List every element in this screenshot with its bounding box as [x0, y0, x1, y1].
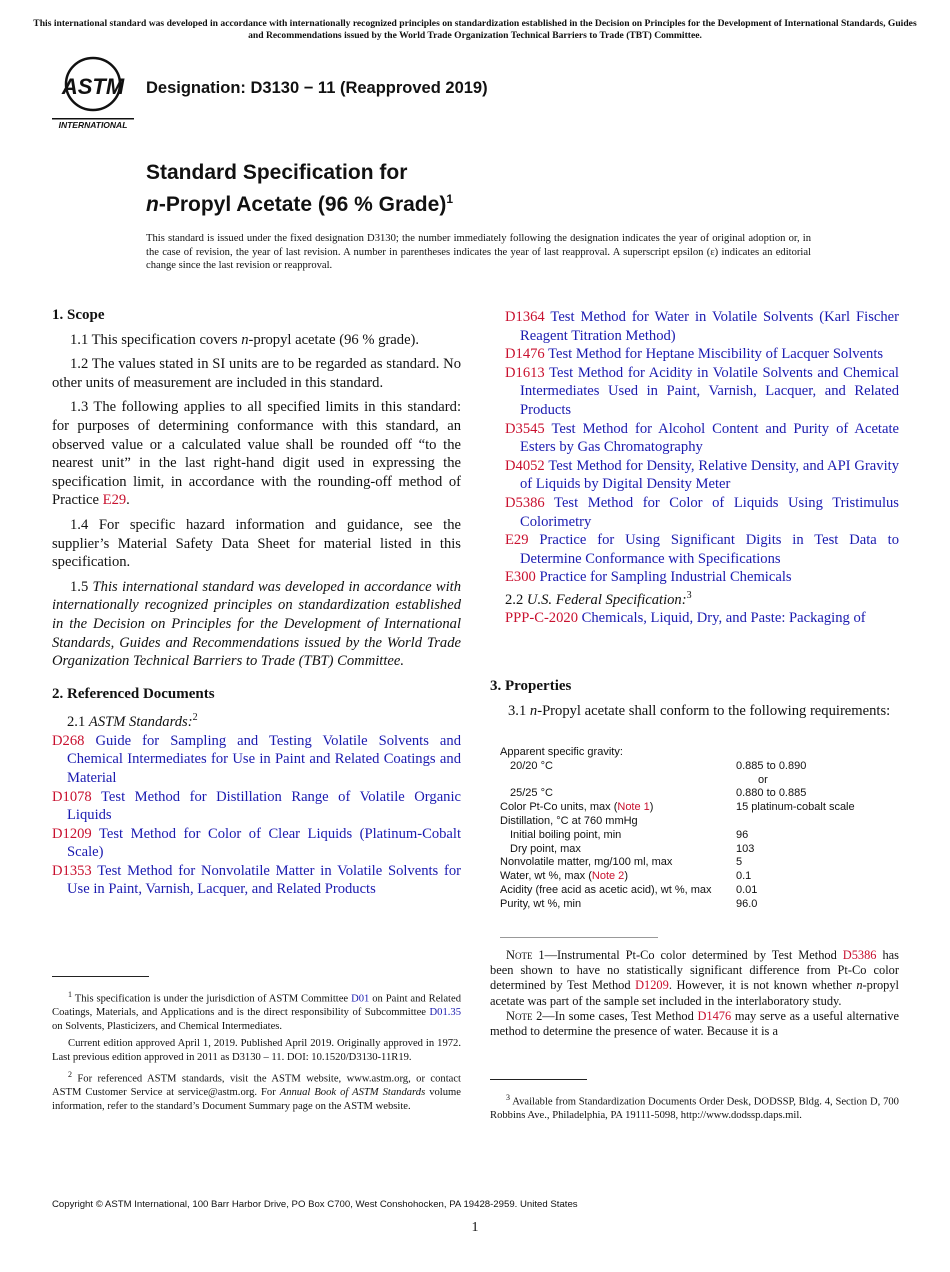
- table-row: Initial boiling point, min 96: [510, 828, 749, 841]
- ref-item[interactable]: D1078 Test Method for Distillation Range of Volatile Organic Liquids: [52, 788, 461, 824]
- table-row: 25/25 °C 0.880 to 0.885: [510, 787, 807, 800]
- ref-item[interactable]: D1613 Test Method for Acidity in Volatile Solvents and Chemical Intermediates Used in Paint, Varnish, Lacquer, and Related Products: [505, 364, 899, 418]
- scope-1-2: 1.2 The values stated in SI units are to be regarded as standard. No other units of measurement are included in this standard.: [52, 356, 461, 391]
- left-footnotes: [52, 988, 461, 1113]
- d01-35-link[interactable]: D01.35: [429, 1007, 461, 1019]
- ref-item[interactable]: E29 Practice for Using Significant Digits in Test Data to Determine Conformance with Specifications: [505, 532, 899, 567]
- table-row: Acidity (free acid as acetic acid), wt %, max 0.01: [500, 883, 758, 896]
- table-row: Apparent specific gravity:: [500, 746, 623, 758]
- table-row: Purity, wt %, min 96.0: [500, 897, 758, 910]
- table-row: Distillation, °C at 760 mmHg: [500, 814, 638, 827]
- scope-1-1: 1.1 This specification covers n-propyl acetate (96 % grade).: [70, 331, 420, 348]
- ref-item[interactable]: D1209 Test Method for Color of Clear Liquids (Platinum-Cobalt Scale): [52, 825, 461, 861]
- federal-spec-label: 2.2 U.S. Federal Specification:$^3$: [505, 589, 692, 608]
- footnote-3: $^3$ Available from Standardization Documents Order Desk, DODSSP, Bldg. 4, Section D, 700 Robbins Ave., Philadelphia, PA 19111-5098, http://www.dodssp.daps.mil.: [490, 1093, 899, 1122]
- ref-item[interactable]: D1364 Test Method for Water in Volatile Solvents (Karl Fischer Reagent Titration Method): [505, 309, 899, 344]
- table-rule: [500, 937, 658, 938]
- standards-banner: This international standard was developed in accordance with internationally recognized principles on standardization established in the Decision on Principles for the Development of International Standards, Guides and Recommendations issued by the World Trade Organization Technical Barriers to Trade (TBT) Committee.: [33, 18, 917, 41]
- ref-item[interactable]: D1353 Test Method for Nonvolatile Matter in Volatile Solvents for Use in Paint, Varnish, Lacquer, and Related Products: [52, 862, 461, 898]
- ref-item[interactable]: D268 Guide for Sampling and Testing Volatile Solvents and Chemical Intermediates for Use in Paint and Related Coatings and Material: [52, 732, 462, 786]
- copyright: Copyright © ASTM International, 100 Barr Harbor Drive, PO Box C700, West Conshohocken, PA 19428-2959. United States: [52, 1199, 578, 1210]
- ref-item[interactable]: D5386 Test Method for Color of Liquids Using Tristimulus Colorimetry: [505, 494, 899, 530]
- note-1-link[interactable]: Note 1: [617, 801, 650, 814]
- d1209-link[interactable]: D1209: [635, 978, 669, 993]
- table-row: Dry point, max 103: [510, 842, 755, 855]
- document-title: [146, 160, 453, 218]
- e29-link[interactable]: E29: [102, 492, 127, 509]
- properties-section: [490, 677, 899, 724]
- right-column: [505, 308, 899, 628]
- right-footnotes: [490, 1091, 899, 1123]
- d1476-link[interactable]: D1476: [697, 1008, 732, 1023]
- properties-table-wrap: [500, 746, 900, 912]
- d01-link[interactable]: D01: [351, 993, 370, 1005]
- footnote-rule: [490, 1079, 587, 1080]
- designation: Designation: D3130 − 11 (Reapproved 2019): [146, 79, 488, 97]
- issuance-notice: This standard is issued under the fixed designation D3130; the number immediately following the designation indicates the year of original adoption or, in the case of revision, the year of last revision. A number in parentheses indicates the year of last reapproval. A superscript epsilon (ε) indicates an editorial change since the last revision or reapproval.: [146, 233, 811, 271]
- properties-intro: 3.1 n-Propyl acetate shall conform to the following requirements:: [508, 702, 891, 719]
- scope-heading: 1. Scope: [52, 307, 105, 323]
- properties-table: [500, 746, 855, 912]
- table-row: or: [758, 773, 768, 786]
- scope-1-4: 1.4 For specific hazard information and guidance, see the supplier’s Material Safety Data Sheet for material listed in this specification.: [52, 516, 461, 571]
- properties-heading: 3. Properties: [490, 678, 572, 694]
- scope-1-5: 1.5 This international standard was developed in accordance with internationally recognized principles on standardization established in the Decision on Principles for the Development of International Standards, Guides and Recommendations issued by the World Trade Organization Technical Barriers to Trade (TBT) Committee.: [52, 578, 462, 670]
- left-column: [52, 306, 461, 899]
- table-row: Water, wt %, max (Note 2) 0.1: [500, 870, 752, 883]
- page-number: 1: [471, 1220, 479, 1235]
- title-line-1: Standard Specification for: [146, 161, 408, 184]
- svg-text:INTERNATIONAL: INTERNATIONAL: [58, 120, 128, 130]
- astm-logo: [52, 56, 134, 130]
- ref-item[interactable]: D3545 Test Method for Alcohol Content and Purity of Acetate Esters by Gas Chromatography: [505, 420, 899, 456]
- refdocs-heading: 2. Referenced Documents: [52, 685, 215, 702]
- footnote-1: $^1$ This specification is under the jurisdiction of ASTM Committee D01 on Paint and Related Coatings, Materials, and Applications and is the direct responsibility of Subcommittee D01.35 on Solvents, Plasticizers, and Chemical Intermediates.: [52, 990, 461, 1033]
- ref-item[interactable]: D4052 Test Method for Density, Relative Density, and API Gravity of Liquids by Digital Density Meter: [505, 457, 899, 493]
- footnote-rule: [52, 976, 149, 977]
- d5386-link[interactable]: D5386: [842, 948, 877, 962]
- table-row: 20/20 °C 0.885 to 0.890: [510, 759, 807, 772]
- footnote-2: $^2$ For referenced ASTM standards, visit the ASTM website, www.astm.org, or contact ASTM Customer Service at service@astm.org. For Annual Book of ASTM Standards volume information, refer to the standard’s Document Summary page on the ASTM website.: [52, 1069, 461, 1112]
- note-2: Note 2—In some cases, Test Method D1476 may serve as a useful alternative method to determine the presence of water. Because it is a: [490, 1008, 899, 1039]
- footnote-1-edition: Current edition approved April 1, 2019. Published April 2019. Originally approved in 1972. Last previous edition approved in 2011 as D3130 – 11. DOI: 10.1520/D3130-11R19.: [52, 1037, 461, 1063]
- astm-logo-mark-icon: [52, 56, 134, 130]
- table-row: Nonvolatile matter, mg/100 ml, max 5: [500, 856, 743, 869]
- notes: [490, 948, 899, 1039]
- note-2-link[interactable]: Note 2: [591, 870, 625, 883]
- title-line-2: n-Propyl Acetate (96 % Grade)$^1$: [146, 192, 453, 216]
- ref-item[interactable]: D1476 Test Method for Heptane Miscibility of Lacquer Solvents: [505, 346, 884, 363]
- note-1: Note 1—Instrumental Pt-Co color determined by Test Method D5386 has been shown to have no statistically significant difference from Pt-Co color determined by Test Method D1209. However, it is not known whether n-propyl acetate was part of the sample set included in the interlaboratory study.: [490, 948, 899, 1008]
- astm-standards-label: 2.1 ASTM Standards:$^2$: [67, 712, 198, 731]
- svg-text:ASTM: ASTM: [61, 74, 125, 99]
- ref-item[interactable]: E300 Practice for Sampling Industrial Chemicals: [505, 569, 792, 586]
- scope-1-3: 1.3 The following applies to all specified limits in this standard: for purposes of determining conformance with this standard, an observed value or a calculated value shall be rounded off “to the nearest unit” in the last right-hand digit used in expressing the specification limit, in accordance with the rounding-off method of Practice E29.: [52, 399, 461, 509]
- table-row: Color Pt-Co units, max (Note 1) 15 platinum-cobalt scale: [500, 801, 855, 814]
- ref-item[interactable]: PPP-C-2020 Chemicals, Liquid, Dry, and Paste: Packaging of: [505, 610, 866, 627]
